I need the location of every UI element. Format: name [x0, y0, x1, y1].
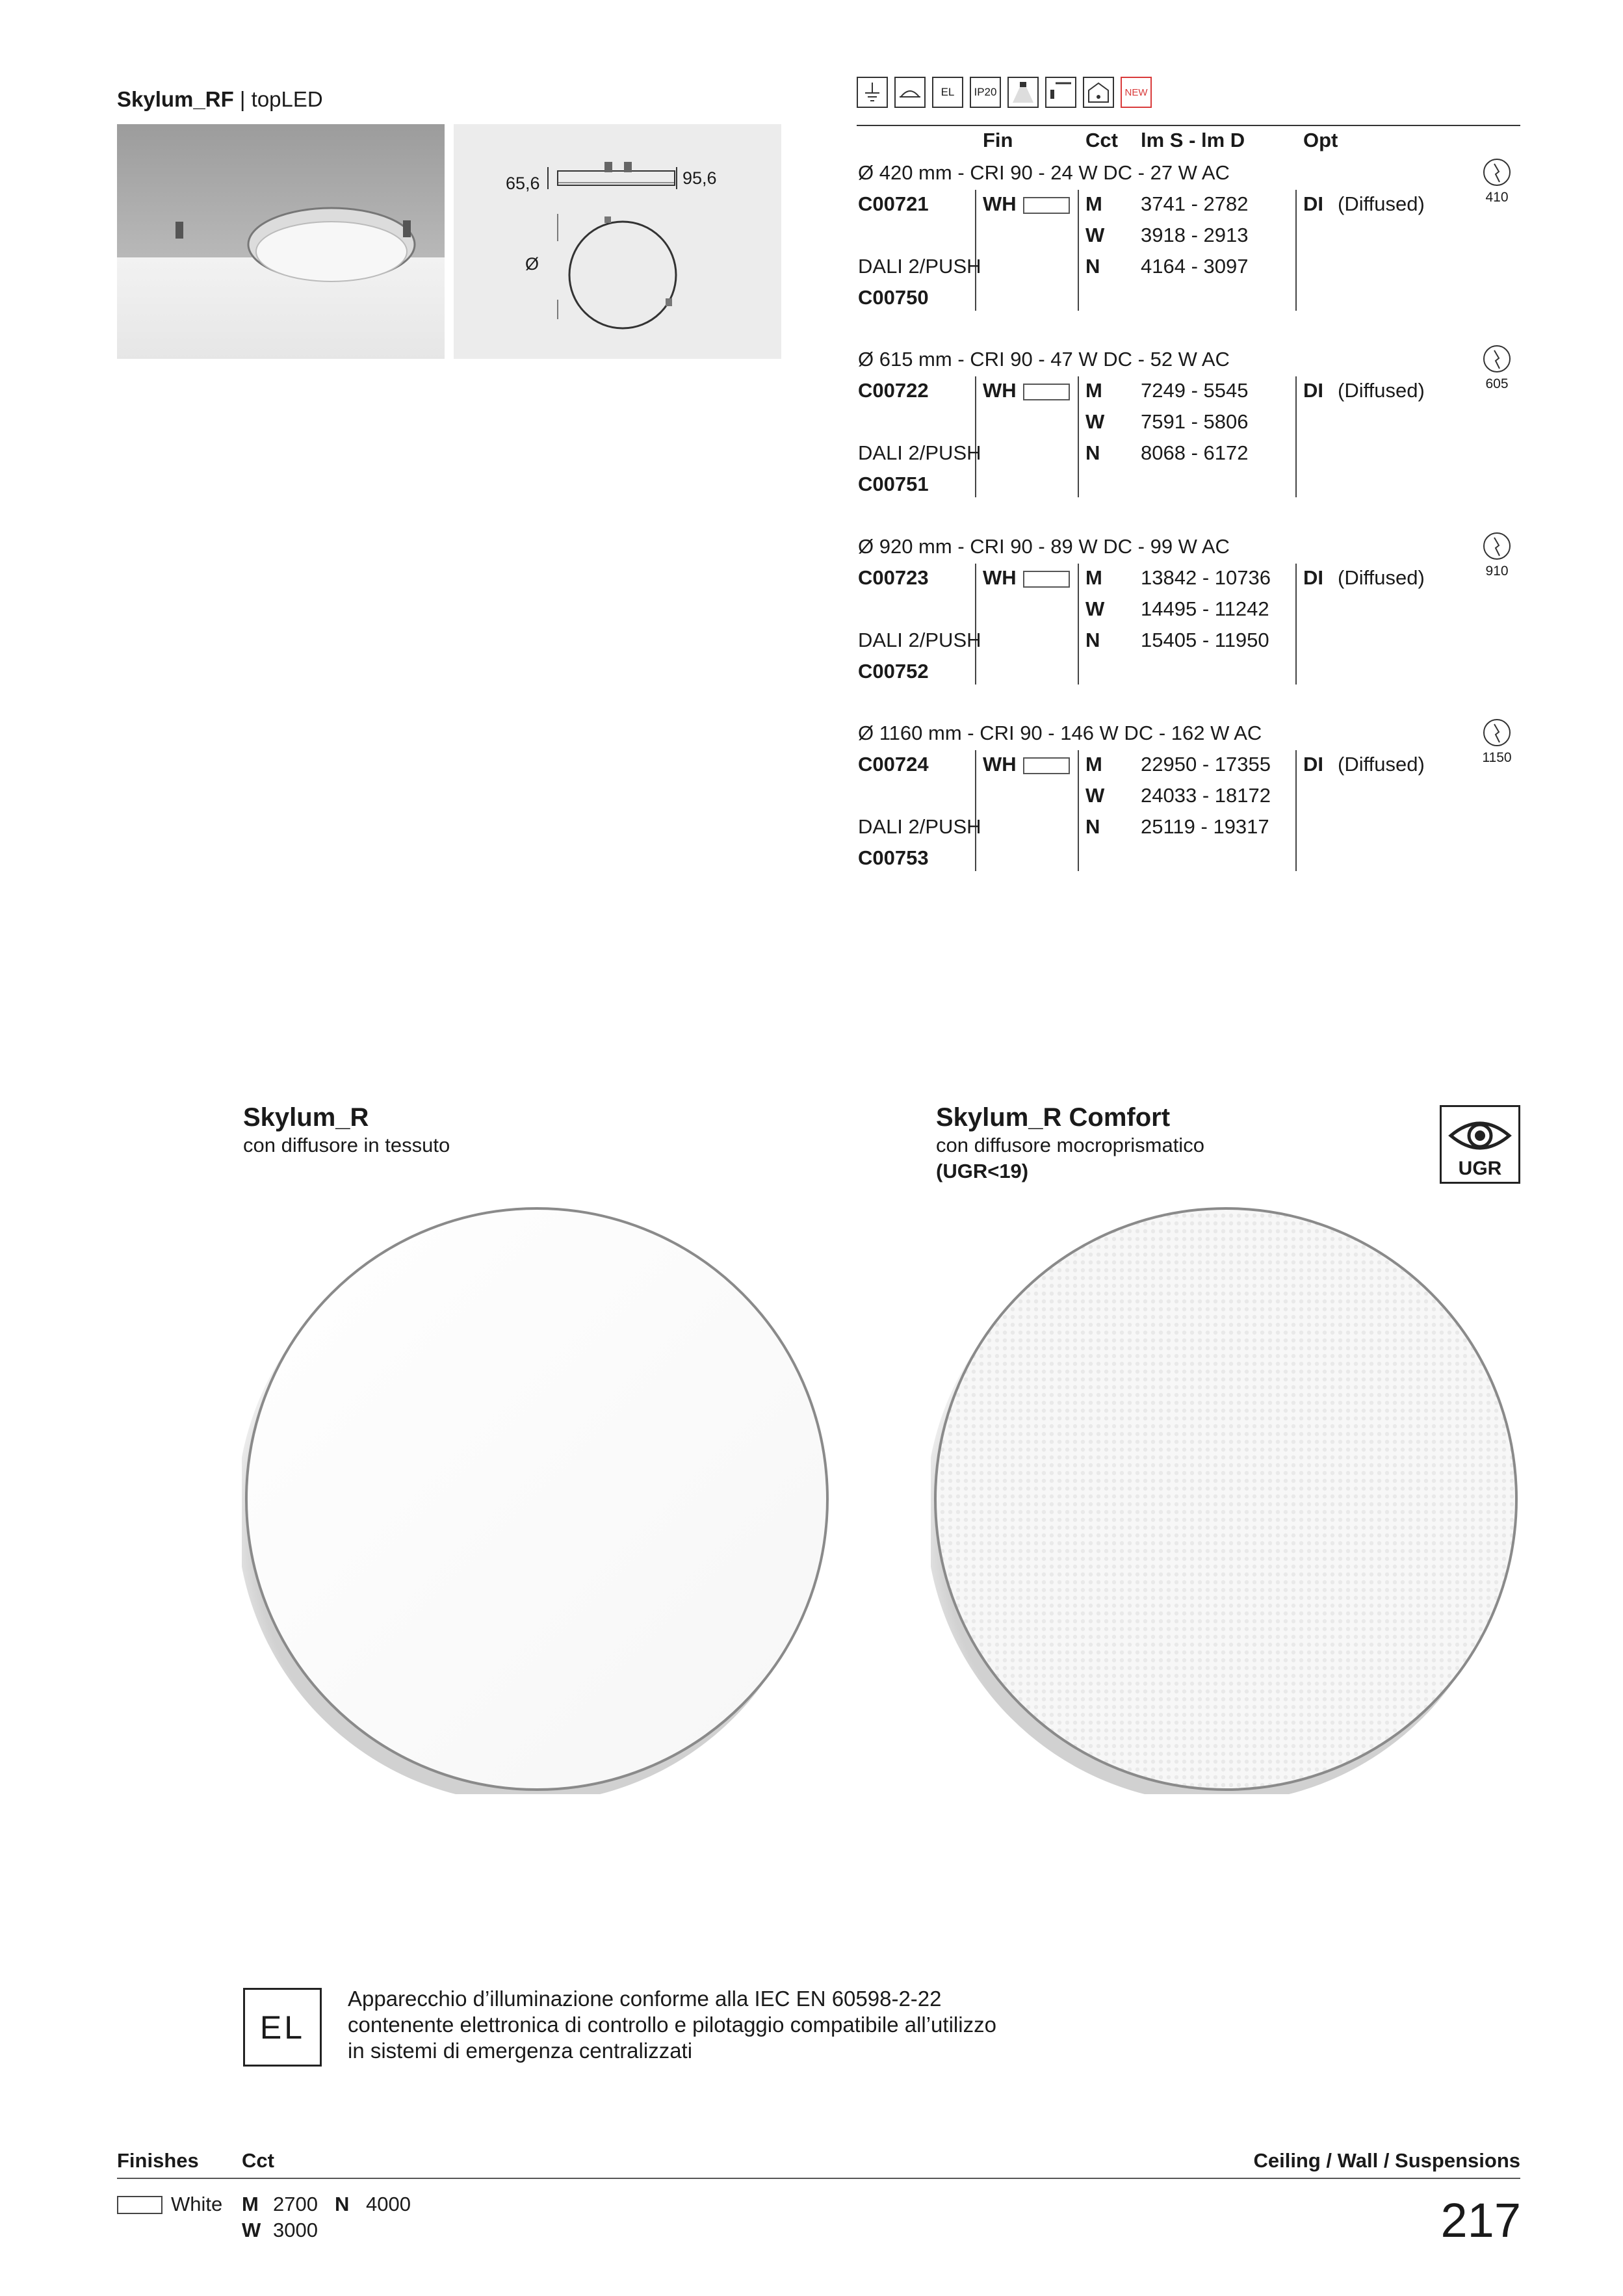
- cct-w-code: W: [242, 2219, 261, 2241]
- control-type: DALI 2/PUSH: [858, 815, 981, 838]
- footer-finishes-label: Finishes: [117, 2149, 199, 2172]
- ip-rating-icon: IP20: [970, 77, 1001, 108]
- cct-code: M: [1085, 753, 1102, 776]
- spec-group: [0, 722, 1623, 878]
- spec-line: Ø 615 mm - CRI 90 - 47 W DC - 52 W AC: [858, 348, 1230, 371]
- control-type: DALI 2/PUSH: [858, 255, 981, 278]
- control-code: C00751: [858, 473, 929, 495]
- column-divider: [1078, 190, 1079, 311]
- product-code: C00724: [858, 753, 929, 776]
- column-divider: [1078, 376, 1079, 497]
- column-divider: [1295, 750, 1297, 871]
- column-divider: [975, 750, 976, 871]
- lens-label: 910: [1485, 564, 1509, 579]
- header-cct: Cct: [1085, 129, 1118, 151]
- lumen-value: 24033 - 18172: [1141, 784, 1271, 807]
- finish-code: [983, 192, 1070, 216]
- lens-icon: [1482, 157, 1512, 187]
- cct-m-value: 2700: [273, 2193, 318, 2215]
- lumen-value: 8068 - 6172: [1141, 441, 1249, 464]
- column-divider: [1295, 190, 1297, 311]
- optic-code: DI: [1303, 566, 1323, 589]
- optic-code: DI: [1303, 379, 1323, 402]
- footer-cct-label: Cct: [242, 2149, 274, 2172]
- finish-value: White: [171, 2193, 223, 2215]
- footer-divider: [117, 2178, 1520, 2179]
- lens-icon: [1482, 344, 1512, 374]
- indoor-house-icon: [1083, 77, 1114, 108]
- optic-description: (Diffused): [1338, 753, 1425, 776]
- lumen-value: 15405 - 11950: [1141, 629, 1269, 651]
- finish-code-text: WH: [983, 566, 1017, 589]
- lumen-value: 13842 - 10736: [1141, 566, 1271, 589]
- cct-n-code: N: [335, 2193, 350, 2215]
- control-code: C00750: [858, 286, 929, 309]
- column-divider: [1295, 376, 1297, 497]
- control-code: C00753: [858, 846, 929, 869]
- el-notice-line: Apparecchio d’illuminazione conforme alla IEC EN 60598-2-22: [348, 1987, 942, 2011]
- optic-description: (Diffused): [1338, 379, 1425, 402]
- diffuser-microprismatic-image: [931, 1204, 1521, 1794]
- product-left-subtitle: con diffusore in tessuto: [243, 1134, 450, 1156]
- cct-code: N: [1085, 441, 1100, 464]
- product-code: C00722: [858, 379, 929, 402]
- cct-m-code: M: [242, 2193, 259, 2215]
- feature-icons: [857, 77, 1152, 108]
- lumen-value: 3918 - 2913: [1141, 224, 1249, 246]
- column-divider: [1295, 564, 1297, 685]
- finish-swatch: [1023, 197, 1070, 214]
- recessed-ceiling-icon: [894, 77, 926, 108]
- el-notice-line: contenente elettronica di controllo e pilotaggio compatibile all’utilizzo: [348, 2013, 996, 2037]
- lens-icon: [1482, 718, 1512, 748]
- lens-label: 605: [1485, 376, 1509, 391]
- column-divider: [1078, 750, 1079, 871]
- spec-line: Ø 920 mm - CRI 90 - 89 W DC - 99 W AC: [858, 535, 1230, 558]
- cct-code: N: [1085, 815, 1100, 838]
- column-divider: [975, 564, 976, 685]
- control-type: DALI 2/PUSH: [858, 441, 981, 464]
- spec-group: [0, 348, 1623, 504]
- finish-code: [983, 753, 1070, 776]
- cct-code: N: [1085, 255, 1100, 278]
- product-left-title: Skylum_R: [243, 1103, 369, 1132]
- finish-code: [983, 566, 1070, 590]
- product-right-subtitle: con diffusore mocroprismatico: [936, 1134, 1204, 1156]
- dali-push-icon: [1045, 77, 1076, 108]
- product-right-note: (UGR<19): [936, 1160, 1029, 1182]
- lens-icon: [1482, 531, 1512, 561]
- el-badge: EL: [243, 1988, 322, 2067]
- downlight-icon: [1007, 77, 1039, 108]
- cct-code: M: [1085, 379, 1102, 402]
- diameter-symbol: Ø: [525, 254, 539, 274]
- header-lm: lm S - lm D: [1141, 129, 1245, 151]
- optic-code: DI: [1303, 753, 1323, 776]
- spec-group: [0, 535, 1623, 691]
- finish-swatch: [1023, 757, 1070, 774]
- cct-code: M: [1085, 566, 1102, 589]
- lumen-value: 7249 - 5545: [1141, 379, 1249, 402]
- header-fin: Fin: [983, 129, 1013, 151]
- lumen-value: 4164 - 3097: [1141, 255, 1249, 278]
- optic-description: (Diffused): [1338, 192, 1425, 215]
- control-code: C00752: [858, 660, 929, 683]
- column-divider: [975, 376, 976, 497]
- earth-ground-icon: [857, 77, 888, 108]
- cct-code: W: [1085, 784, 1105, 807]
- finish-code-text: WH: [983, 379, 1017, 402]
- ugr-badge: [1440, 1105, 1520, 1184]
- cct-n-value: 4000: [366, 2193, 411, 2215]
- product-code: C00723: [858, 566, 929, 589]
- cct-code: M: [1085, 192, 1102, 215]
- cct-code: N: [1085, 629, 1100, 651]
- header-separator: |: [233, 87, 252, 111]
- optic-description: (Diffused): [1338, 566, 1425, 589]
- lumen-value: 22950 - 17355: [1141, 753, 1271, 776]
- product-name: Skylum_RF: [117, 87, 234, 111]
- spec-group: [0, 161, 1623, 317]
- finish-code-text: WH: [983, 192, 1017, 215]
- lumen-value: 14495 - 11242: [1141, 597, 1269, 620]
- spec-line: Ø 1160 mm - CRI 90 - 146 W DC - 162 W AC: [858, 722, 1262, 744]
- height-dimension-left: 65,6: [506, 174, 540, 193]
- el-notice-line: in sistemi di emergenza centralizzati: [348, 2039, 693, 2063]
- lumen-value: 7591 - 5806: [1141, 410, 1249, 433]
- spec-line: Ø 420 mm - CRI 90 - 24 W DC - 27 W AC: [858, 161, 1230, 184]
- control-type: DALI 2/PUSH: [858, 629, 981, 651]
- cct-code: W: [1085, 224, 1105, 246]
- lens-label: 410: [1485, 190, 1509, 205]
- lumen-value: 3741 - 2782: [1141, 192, 1249, 215]
- table-top-divider: [857, 125, 1520, 126]
- el-emergency-icon: EL: [932, 77, 963, 108]
- el-notice-text: [348, 1986, 1128, 2064]
- footer-category: Ceiling / Wall / Suspensions: [1253, 2149, 1520, 2172]
- ugr-label: UGR: [1458, 1158, 1502, 1179]
- cct-code: W: [1085, 597, 1105, 620]
- product-right-title: Skylum_R Comfort: [936, 1103, 1171, 1132]
- cct-w-value: 3000: [273, 2219, 318, 2241]
- finish-swatch-white: [117, 2196, 162, 2214]
- column-divider: [1078, 564, 1079, 685]
- finish-code-text: WH: [983, 753, 1017, 776]
- column-divider: [975, 190, 976, 311]
- finish-swatch: [1023, 384, 1070, 400]
- header-opt: Opt: [1303, 129, 1338, 151]
- page-number: 217: [1440, 2193, 1521, 2247]
- eye-icon: [1442, 1110, 1518, 1162]
- finish-code: [983, 379, 1070, 402]
- product-header: [117, 87, 323, 112]
- optic-code: DI: [1303, 192, 1323, 215]
- new-badge-icon: NEW: [1121, 77, 1152, 108]
- finish-swatch: [1023, 571, 1070, 588]
- lens-label: 1150: [1482, 750, 1512, 765]
- diffuser-fabric-image: [242, 1204, 832, 1794]
- product-code: C00721: [858, 192, 929, 215]
- height-dimension-right: 95,6: [682, 168, 717, 188]
- cct-code: W: [1085, 410, 1105, 433]
- lumen-value: 25119 - 19317: [1141, 815, 1269, 838]
- product-line: topLED: [251, 87, 323, 111]
